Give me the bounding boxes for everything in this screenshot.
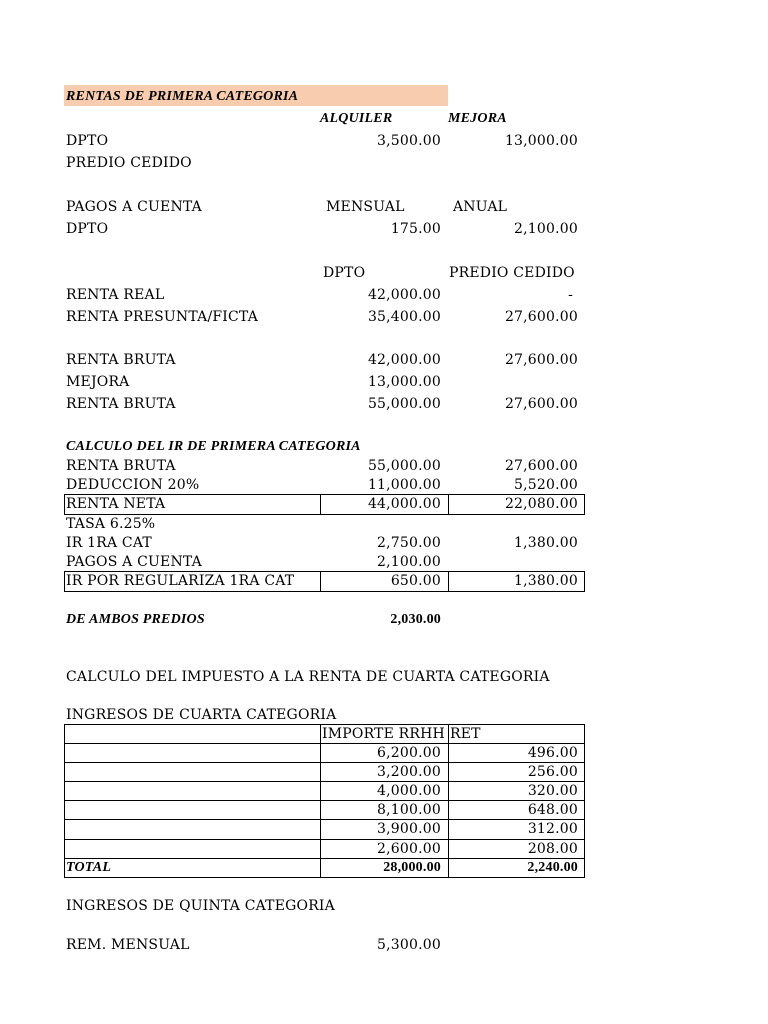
- rem-mensual-value: 5,300.00: [377, 937, 441, 953]
- row-label: RENTA BRUTA: [66, 352, 176, 368]
- cell-value: 13,000.00: [504, 133, 578, 149]
- row-label: RENTA BRUTA: [66, 396, 176, 412]
- pagos-header-mensual: MENSUAL: [326, 199, 405, 215]
- cell-value: 42,000.00: [367, 352, 441, 368]
- table-total-ret: 2,240.00: [527, 860, 578, 875]
- row-label: RENTA REAL: [66, 287, 165, 303]
- table-cell: 3,900.00: [377, 821, 441, 837]
- cell-value: 55,000.00: [367, 396, 441, 412]
- table-cell: 312.00: [527, 821, 578, 837]
- section-title: RENTAS DE PRIMERA CATEGORIA: [66, 89, 299, 104]
- cell-value: 27,600.00: [504, 309, 578, 325]
- col-header-alquiler: ALQUILER: [320, 111, 393, 126]
- table-cell: 208.00: [527, 841, 578, 857]
- cell-value: 11,000.00: [367, 477, 441, 493]
- table-header-ret: RET: [450, 726, 481, 742]
- rem-mensual-label: REM. MENSUAL: [66, 937, 190, 953]
- table-cell: 496.00: [527, 745, 578, 761]
- cell-value: 27,600.00: [504, 352, 578, 368]
- pagos-header-anual: ANUAL: [453, 199, 508, 215]
- cell-value: 2,750.00: [377, 535, 441, 551]
- table-cell: 320.00: [527, 783, 578, 799]
- cell-value: 1,380.00: [514, 535, 578, 551]
- ambos-predios-label: DE AMBOS PREDIOS: [66, 612, 205, 627]
- row-label: PREDIO CEDIDO: [66, 155, 192, 171]
- cell-value: 35,400.00: [367, 309, 441, 325]
- table-cell: 2,600.00: [377, 841, 441, 857]
- row-label: TASA 6.25%: [66, 516, 156, 532]
- cell-value: 44,000.00: [367, 496, 441, 512]
- quinta-title: INGRESOS DE QUINTA CATEGORIA: [66, 898, 335, 914]
- rentas-header-dpto: DPTO: [323, 265, 366, 281]
- cell-value: 22,080.00: [504, 496, 578, 512]
- table-total-importe: 28,000.00: [383, 860, 441, 875]
- row-label: RENTA PRESUNTA/FICTA: [66, 309, 259, 325]
- table-cell: 256.00: [527, 764, 578, 780]
- row-label: PAGOS A CUENTA: [66, 554, 202, 570]
- cell-value: 42,000.00: [367, 287, 441, 303]
- cuarta-title: CALCULO DEL IMPUESTO A LA RENTA DE CUARTA CATEGORIA: [66, 669, 550, 685]
- calculo-title: CALCULO DEL IR DE PRIMERA CATEGORIA: [66, 439, 361, 454]
- table-cell: 3,200.00: [377, 764, 441, 780]
- cell-value: 650.00: [390, 573, 441, 589]
- cell-value: 2,100.00: [514, 221, 578, 237]
- row-label: DPTO: [66, 133, 109, 149]
- table-cell: 4,000.00: [377, 783, 441, 799]
- pagos-label: PAGOS A CUENTA: [66, 199, 202, 215]
- cell-value: -: [568, 287, 573, 303]
- row-label: MEJORA: [66, 374, 130, 390]
- ambos-predios-value: 2,030.00: [390, 612, 441, 627]
- row-label: IR POR REGULARIZA 1RA CAT: [66, 573, 295, 589]
- cell-value: 5,520.00: [514, 477, 578, 493]
- table-cell: 8,100.00: [377, 802, 441, 818]
- row-label: DPTO: [66, 221, 109, 237]
- row-label: DEDUCCION 20%: [66, 477, 200, 493]
- cuarta-subtitle: INGRESOS DE CUARTA CATEGORIA: [66, 707, 337, 723]
- cell-value: 27,600.00: [504, 396, 578, 412]
- cell-value: 1,380.00: [514, 573, 578, 589]
- table-total-label: TOTAL: [66, 860, 112, 875]
- col-header-mejora: MEJORA: [448, 111, 507, 126]
- cell-value: 3,500.00: [377, 133, 441, 149]
- table-header-importe: IMPORTE RRHH: [322, 726, 445, 742]
- row-label: RENTA BRUTA: [66, 458, 176, 474]
- cell-value: 27,600.00: [504, 458, 578, 474]
- table-cell: 6,200.00: [377, 745, 441, 761]
- cell-value: 175.00: [390, 221, 441, 237]
- cell-value: 13,000.00: [367, 374, 441, 390]
- row-label: RENTA NETA: [66, 496, 166, 512]
- rentas-header-predio: PREDIO CEDIDO: [449, 265, 575, 281]
- cell-value: 2,100.00: [377, 554, 441, 570]
- row-label: IR 1RA CAT: [66, 535, 152, 551]
- cell-value: 55,000.00: [367, 458, 441, 474]
- table-cell: 648.00: [527, 802, 578, 818]
